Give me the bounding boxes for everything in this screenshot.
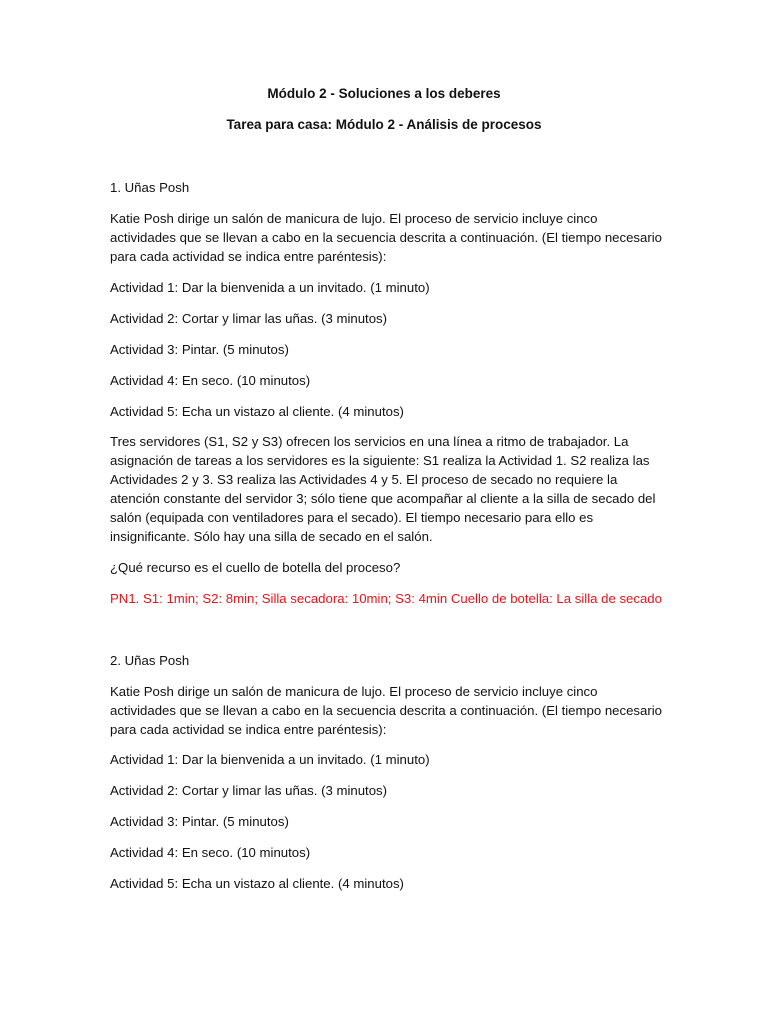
section-2-intro: Katie Posh dirige un salón de manicura de lujo. El proceso de servicio incluye cinco actividades que se llevan a cabo en la secuencia descrita a continuación. (El tiempo necesario para cada actividad se indica entre paréntesis):: [110, 684, 663, 737]
section-1-heading: 1. Uñas Posh: [110, 180, 190, 195]
section-1-activity-3: Actividad 3: Pintar. (5 minutos): [110, 342, 289, 357]
document-title: Módulo 2 - Soluciones a los deberes: [267, 86, 501, 101]
section-2-activity-4: Actividad 4: En seco. (10 minutos): [110, 845, 311, 860]
section-1-activity-2: Actividad 2: Cortar y limar las uñas. (3 minutos): [110, 311, 388, 326]
section-2-activity-5: Actividad 5: Echa un vistazo al cliente. (4 minutos): [110, 876, 404, 891]
section-2-activity-2: Actividad 2: Cortar y limar las uñas. (3 minutos): [110, 783, 388, 798]
document-subtitle: Tarea para casa: Módulo 2 - Análisis de procesos: [226, 117, 542, 132]
section-1-activity-4: Actividad 4: En seco. (10 minutos): [110, 373, 311, 388]
section-1-activity-1: Actividad 1: Dar la bienvenida a un invitado. (1 minuto): [110, 280, 430, 295]
section-2-activity-3: Actividad 3: Pintar. (5 minutos): [110, 814, 289, 829]
section-2-heading: 2. Uñas Posh: [110, 653, 190, 668]
section-1-answer: PN1. S1: 1min; S2: 8min; Silla secadora: 10min; S3: 4min Cuello de botella: La silla de secado: [110, 591, 662, 606]
section-2-activity-1: Actividad 1: Dar la bienvenida a un invitado. (1 minuto): [110, 752, 430, 767]
section-1-question: ¿Qué recurso es el cuello de botella del proceso?: [110, 560, 401, 575]
section-1-description: Tres servidores (S1, S2 y S3) ofrecen los servicios en una línea a ritmo de trabajador. La asignación de tareas a los servidores es la siguiente: S1 realiza la Actividad 1. S2 realiza las Actividades 2 y 3. S3 realiza las Actividades 4 y 5. El proceso de secado no requiere la atención constante del servidor 3; sólo tiene que acompañar al cliente a la silla de secado del salón (equipada con ventiladores para el secado). El tiempo necesario para ello es insignificante. Sólo hay una silla de secado en el salón.: [110, 434, 656, 544]
section-1-intro: Katie Posh dirige un salón de manicura de lujo. El proceso de servicio incluye cinco actividades que se llevan a cabo en la secuencia descrita a continuación. (El tiempo necesario para cada actividad se indica entre paréntesis):: [110, 211, 663, 264]
section-1-activity-5: Actividad 5: Echa un vistazo al cliente. (4 minutos): [110, 404, 404, 419]
